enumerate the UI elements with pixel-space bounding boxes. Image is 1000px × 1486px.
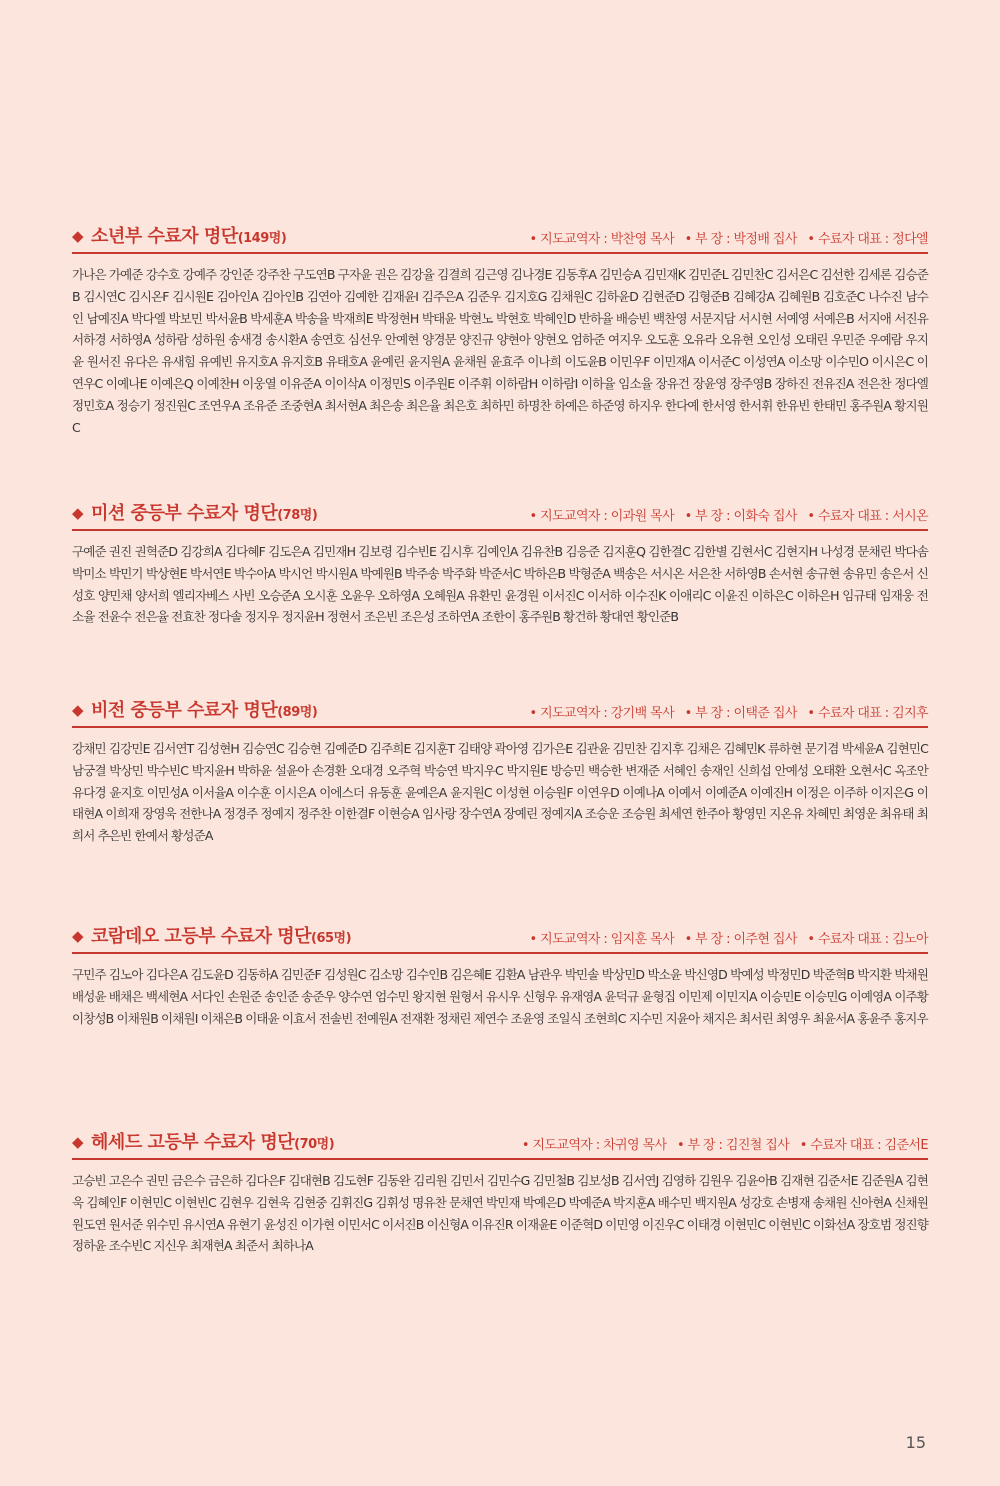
- diamond-icon: ◆: [72, 227, 84, 245]
- advisor-info: • 지도교역자 : 차귀영 목사: [521, 1138, 667, 1153]
- section-youth: [72, 226, 928, 438]
- head-info: • 부 장 : 이택준 집사: [684, 706, 797, 721]
- head-info: • 부 장 : 이주현 집사: [684, 932, 797, 947]
- names-list: 구예준 권진 권혁준D 김강희A 김다혜F 김도은A 김민재H 김보령 김수빈E 김시후 김예인A 김유찬B 김응준 김지훈Q 김한결C 김한별 김현서C 김현지H 나성경 문채린 박다솜 박미소 박민기 박상현E 박서연E 박수아A 박시언 박시원A 박예원B 박주송 박주화 박준서C 박하은B 박형준A 백송은 서시온 서은찬 서하영B 손서현 송규현 송유민 송은서 신성호 양민채 양서희 엘리자베스 사빈 오승준A 오시훈 오윤우 오하영A 오혜원A 유환민 윤경원 이서진C 이서하 이수진K 이애리C 이윤진 이하은C 이하은H 임규태 임재웅 전소율 전윤수 전은율 전효찬 정다솔 정지우 정지윤H 정현서 조은빈 조은성 조하연A 조한이 홍주원B 황건하 황대연 황인준B: [72, 544, 928, 625]
- names-list: 강채민 김강민E 김서연T 김성현H 김승연C 김승현 김예준D 김주희E 김지훈T 김태양 곽아영 김가은E 김관윤 김민찬 김지후 김채은 김혜민K 류하현 문기겸 박세윤A 김현민C 남궁결 박상민 박수빈C 박지윤H 박하윤 설윤아 손경환 오대경 오주혁 박승연 박지우C 박지원E 방승민 백승한 변재준 서혜인 송재인 신희섭 안예성 오태환 오현서C 옥조안 유다경 윤지호 이민성A 이서율A 이수훈 이시은A 이에스더 유동훈 윤예은A 윤지원C 이성현 이승원F 이연우D 이예나A 이예서 이예준A 이예진H 이정은 이주하 이지은G 이태현A 이희재 장영욱 전한나A 정경주 정예지 정주찬 이한결F 이현승A 임사랑 장수연A 장예린 정예지A 조승운 조승원 최세연 한주아 황영민 지온유 차혜민 최영운 최유태 최희서 추은빈 한예서 황성준A: [72, 741, 928, 844]
- names-list: 가나은 가예준 강수호 강예주 강인준 강주찬 구도연B 구자윤 권은 김강율 김결희 김근영 김나경E 김동후A 김민승A 김민재K 김민준L 김민찬C 김서은C 김선한 김세론 김승준B 김시연C 김시온F 김시원E 김아인A 김아인B 김연아 김예한 김재윤I 김주은A 김준우 김지호G 김채원C 김하윤D 김현준D 김형준B 김혜강A 김혜원B 김호준C 나수진 남수인 남예진A 박다엘 박보민 박서윤B 박세훈A 박송율 박재희E 박정현H 박태윤 박현노 박현호 박혜인D 반하율 배승빈 백찬영 서문지담 서시현 서예영 서예은B 서지애 서진유 서하경 서하영A 성하람 성하원 송새경 송시환A 송연호 심선우 안예현 양경문 양진규 양현아 양현오 엄하준 여지우 오도훈 오유라 오유현 오인성 오태린 우민준 우예람 우지윤 원서진 유다은 유새힘 유예빈 유지호A 유지호B 유태호A 윤예린 윤지원A 윤채원 윤효주 이나희 이도윤B 이민우F 이민재A 이서준C 이성연A 이소망 이수민O 이시은C 이연우C 이예나E 이예은Q 이예찬H 이웅열 이유준A 이이삭A 이정민S 이주원E 이주휘 이하람H 이하람I 이하율 임소율 장유건 장윤영 장주영B 장하진 전유진A 전은찬 정다엘 정민호A 정승기 정진원C 조연우A 조유준 조중현A 최서현A 최은송 최은율 최은호 최하민 하명찬 하예은 하준영 하지우 한다예 한서영 한서휘 한유빈 한태민 홍주원A 황지원C: [72, 267, 928, 435]
- section-title: ◆ 소년부 수료자 명단(149명): [72, 226, 287, 247]
- section-coramdeo-high: [72, 926, 928, 1029]
- diamond-icon: ◆: [72, 504, 84, 522]
- section-info: [522, 505, 928, 524]
- section-count: (78명): [277, 508, 318, 523]
- advisor-info: • 지도교역자 : 강기백 목사: [529, 706, 675, 721]
- diamond-icon: ◆: [72, 701, 84, 719]
- advisor-info: • 지도교역자 : 임지훈 목사: [529, 932, 675, 947]
- representative-info: • 수료자 대표 : 김노아: [807, 932, 928, 947]
- section-title: ◆ 코람데오 고등부 수료자 명단(65명): [72, 926, 352, 947]
- section-header: [72, 1132, 928, 1160]
- diamond-icon: ◆: [72, 1133, 84, 1151]
- section-title: ◆ 미션 중등부 수료자 명단(78명): [72, 503, 318, 524]
- section-vision-middle: [72, 700, 928, 847]
- section-title: ◆ 헤세드 고등부 수료자 명단(70명): [72, 1132, 335, 1153]
- section-info: [522, 702, 928, 721]
- head-info: • 부 장 : 이화숙 집사: [684, 509, 797, 524]
- advisor-info: • 지도교역자 : 이과원 목사: [529, 509, 675, 524]
- names-list: 고승빈 고은수 권민 금은수 금은하 김다은F 김대현B 김도현F 김동완 김리원 김민서 김민수G 김민철B 김보성B 김서연J 김영하 김원우 김윤아B 김재현 김준서E 김준원A 김현욱 김혜인F 이현민C 이현빈C 김현우 김현욱 김현중 김휘진G 김휘성 명유찬 문채연 박민재 박예은D 박예준A 박지훈A 배수민 백지원A 성강호 손병재 송채원 신아현A 신채원 원도연 원서준 위수민 유시연A 유현기 윤성진 이가현 이민서C 이서진B 이신형A 이유진R 이재윤E 이준혁D 이민영 이진우C 이태경 이현민C 이현빈C 이화선A 장호범 정진향 정하윤 조수빈C 지신우 최재현A 최준서 최하나A: [72, 1173, 928, 1254]
- representative-info: • 수료자 대표 : 김지후: [807, 706, 928, 721]
- page-number: 15: [905, 1433, 926, 1452]
- section-hesed-high: [72, 1132, 928, 1257]
- section-count: (89명): [277, 705, 318, 720]
- representative-info: • 수료자 대표 : 김준서E: [799, 1138, 928, 1153]
- section-mission-middle: [72, 503, 928, 628]
- head-info: • 부 장 : 김진철 집사: [676, 1138, 790, 1153]
- section-info: [522, 228, 928, 247]
- section-count: (65명): [311, 931, 352, 946]
- names-list: 구민주 김노아 김다은A 김도윤D 김동하A 김민준F 김성원C 김소망 김수인B 김은혜E 김환A 남관우 박민솔 박상민D 박소윤 박신영D 박예성 박정민D 박준혁B 박지환 박채원 배성윤 배채은 백세현A 서다인 손원준 송인준 송준우 양수연 엄수민 왕지현 원형서 유시우 신형우 유재영A 윤덕규 윤형집 이민제 이민지A 이승민E 이승민G 이예영A 이주황 이창성B 이채원B 이채원I 이채은B 이태윤 이효서 전솔빈 전예원A 전재환 정채린 제연수 조윤영 조일식 조현희C 지수민 지윤아 채지은 최서린 최영우 최윤서A 홍윤주 홍지우: [72, 967, 928, 1026]
- section-header: [72, 700, 928, 728]
- representative-info: • 수료자 대표 : 정다엘: [807, 232, 928, 247]
- section-header: [72, 503, 928, 531]
- section-header: [72, 226, 928, 254]
- representative-info: • 수료자 대표 : 서시온: [807, 509, 928, 524]
- diamond-icon: ◆: [72, 927, 84, 945]
- section-info: [522, 928, 928, 947]
- section-header: [72, 926, 928, 954]
- section-title: ◆ 비전 중등부 수료자 명단(89명): [72, 700, 318, 721]
- section-info: [515, 1134, 928, 1153]
- section-count: (70명): [294, 1137, 335, 1152]
- advisor-info: • 지도교역자 : 박찬영 목사: [529, 232, 675, 247]
- section-count: (149명): [237, 231, 287, 246]
- head-info: • 부 장 : 박정배 집사: [684, 232, 797, 247]
